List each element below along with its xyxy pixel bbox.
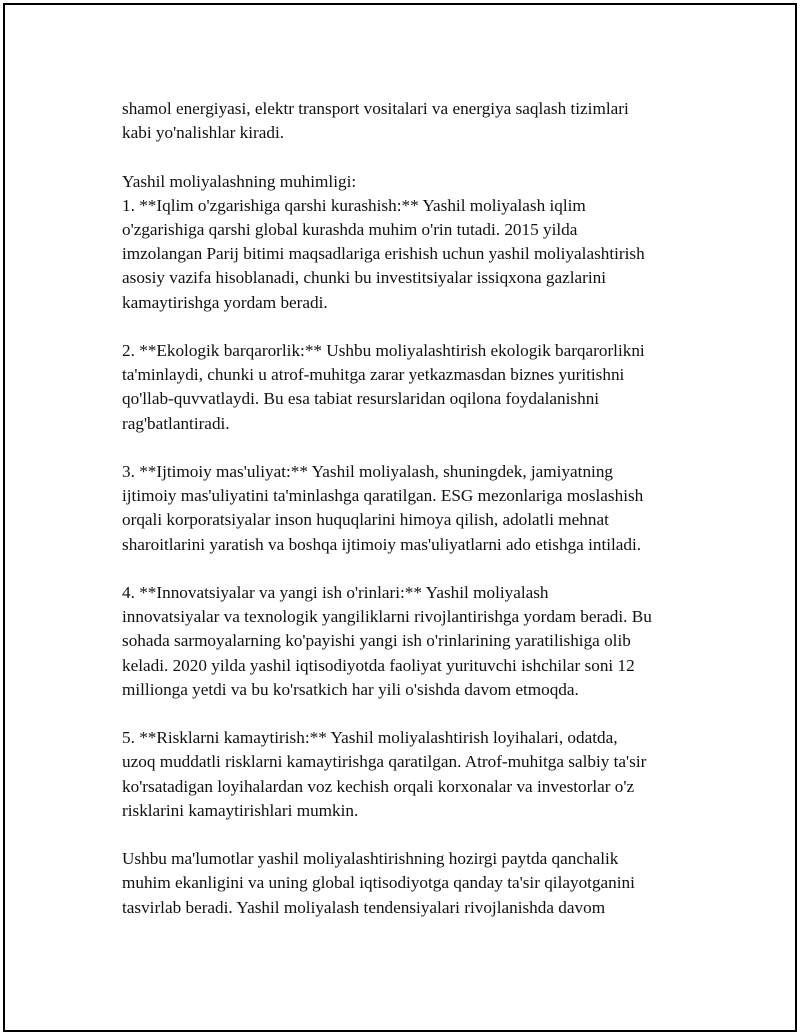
paragraph-risk-reduction [122, 726, 702, 823]
text-line: o'zgarishiga qarshi global kurashda muhim o'rin tutadi. 2015 yilda [122, 220, 578, 239]
paragraph-innovation-jobs [122, 581, 702, 702]
paragraph-ecological-sustainability [122, 339, 702, 436]
text-line: 4. **Innovatsiyalar va yangi ish o'rinlari:** Yashil moliyalash [122, 583, 549, 602]
text-line: millionga yetdi va bu ko'rsatkich har yili o'sishda davom etmoqda. [122, 679, 579, 699]
text-line: imzolangan Parij bitimi maqsadlariga erishish uchun yashil moliyalashtirish [122, 244, 645, 264]
text-line: sohada sarmoyalarning ko'payishi yangi ish o'rinlarining yaratilishiga olib [122, 631, 631, 651]
text-line: Ushbu ma'lumotlar yashil moliyalashtirishning hozirgi paytda qanchalik [122, 849, 619, 869]
paragraph-importance-climate [122, 170, 702, 315]
text-line: rag'batlantiradi. [122, 413, 230, 433]
text-line: ta'minlaydi, chunki u atrof-muhitga zarar yetkazmasdan biznes yuritishni [122, 365, 625, 385]
text-line: 1. **Iqlim o'zgarishiga qarshi kurashish:** Yashil moliyalash iqlim [122, 195, 586, 215]
paragraph-social-responsibility [122, 460, 702, 557]
paragraph-conclusion [122, 847, 702, 920]
text-line: orqali korporatsiyalar inson huquqlarini himoya qilish, adolatli mehnat [122, 510, 609, 530]
text-line: 2. **Ekologik barqarorlik:** Ushbu moliyalashtirish ekologik barqarorlikni [122, 341, 645, 360]
text-line: ko'rsatadigan loyihalardan voz kechish orqali korxonalar va investorlar o'z [122, 776, 635, 796]
text-line: uzoq muddatli risklarni kamaytirishga qaratilgan. Atrof-muhitga salbiy ta'sir [122, 752, 647, 772]
paragraph-intro-continued [122, 97, 702, 145]
text-line: asosiy vazifa hisoblanadi, chunki bu investitsiyalar issiqxona gazlarini [122, 268, 607, 288]
text-line: sharoitlarini yaratish va boshqa ijtimoiy mas'uliyatlarni ado etishga intiladi. [122, 534, 642, 554]
text-line: risklarini kamaytirishlari mumkin. [122, 800, 359, 820]
text-line: muhim ekanligini va uning global iqtisodiyotga qanday ta'sir qilayotganini [122, 873, 635, 893]
document-body [122, 97, 702, 944]
text-line: 5. **Risklarni kamaytirish:** Yashil moliyalashtirish loyihalari, odatda, [122, 728, 618, 748]
text-line: kamaytirishga yordam beradi. [122, 292, 328, 312]
section-heading: Yashil moliyalashning muhimligi: [122, 171, 357, 191]
text-line: innovatsiyalar va texnologik yangiliklarni rivojlantirishga yordam beradi. Bu [122, 607, 652, 627]
text-line: kabi yo'nalishlar kiradi. [122, 123, 285, 143]
text-line: 3. **Ijtimoiy mas'uliyat:** Yashil moliyalash, shuningdek, jamiyatning [122, 462, 614, 481]
page-frame [3, 3, 797, 1032]
text-line: ijtimoiy mas'uliyatini ta'minlashga qaratilgan. ESG mezonlariga moslashish [122, 486, 644, 506]
text-line: keladi. 2020 yilda yashil iqtisodiyotda faoliyat yurituvchi ishchilar soni 12 [122, 655, 635, 675]
text-line: qo'llab-quvvatlaydi. Bu esa tabiat resurslaridan oqilona foydalanishni [122, 389, 600, 409]
text-line: shamol energiyasi, elektr transport vositalari va energiya saqlash tizimlari [122, 99, 629, 118]
text-line: tasvirlab beradi. Yashil moliyalash tendensiyalari rivojlanishda davom [122, 897, 606, 917]
